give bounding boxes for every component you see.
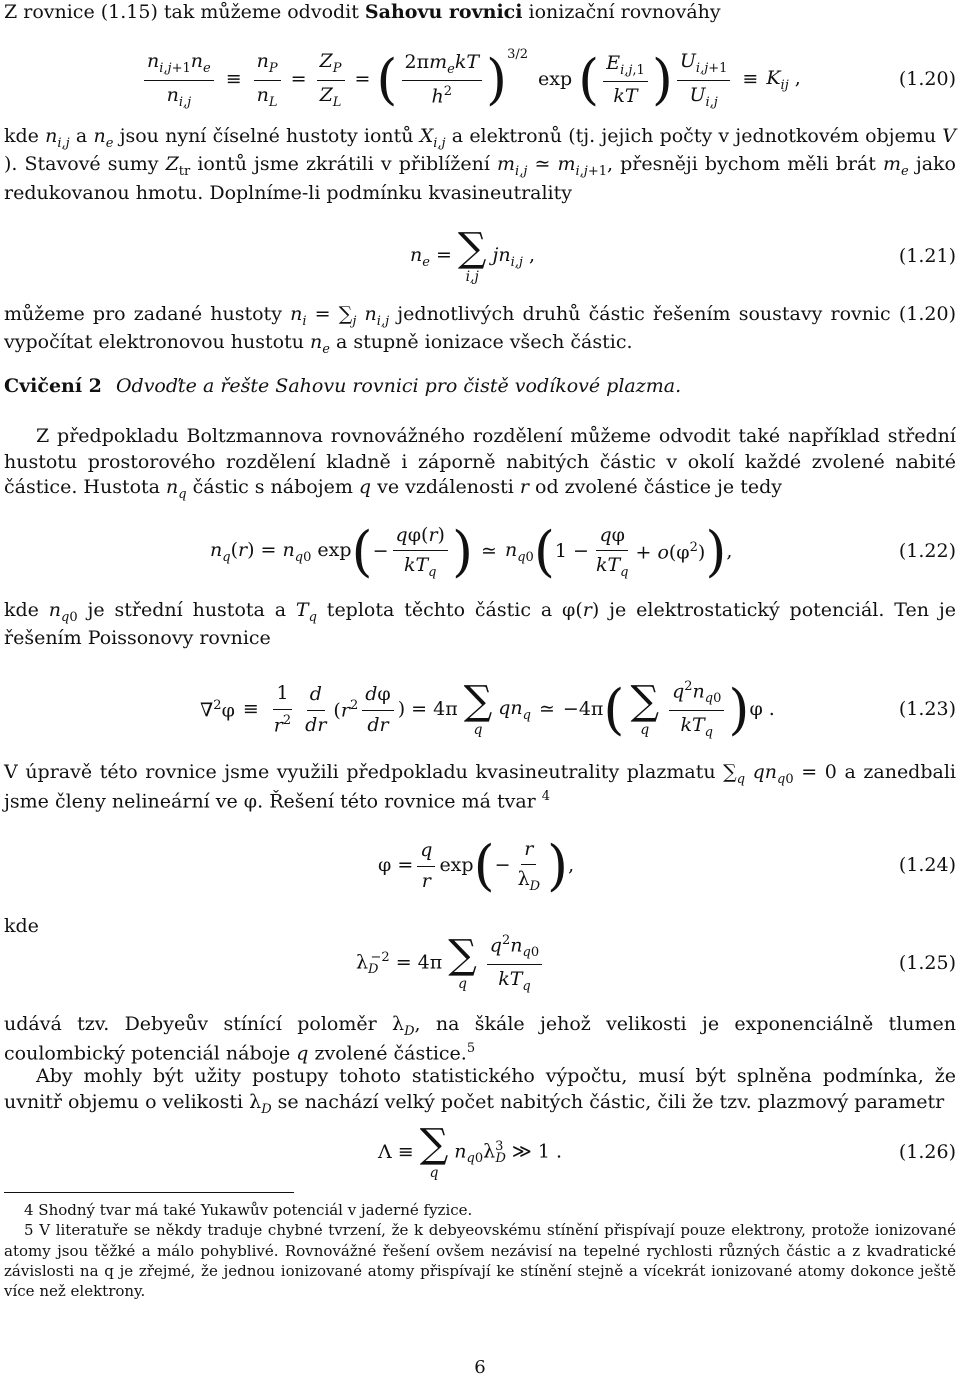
equation-1-22: $n_q(r) = n_{q0}$ exp ( − $\frac{q\varphi(r)}{kT_q}$ ) ≃ $n_{q0}$ ( 1 − $\frac{q\varphi}{kT_q}$ + $o(\varphi^2)$ ) , (1.22) [210,520,956,583]
word-kde: kde [4,915,39,937]
paragraph-saha-explanation: kde $n_{i,j}$ a $n_e$ jsou nyní číselné hustoty iontů $X_{i,j}$ a elektronů (tj. jejich počty v jednotkovém objemu V ). Stavové sumy $Z_{tr}$ iontů jsme zkrátili v přiblížení $m_{i,j}$ ≃ $m_{i,j+1}$, přesněji bychom měli brát $m_e$ jako redukovanou hmotu. Doplníme-li podmínku kvasineutrality [4,125,956,204]
paragraph-intro: Z rovnice (1.15) tak můžeme odvodit Sahovu rovnici ionizační rovnováhy [4,1,721,23]
paragraph-debye: udává tzv. Debyeův stínící poloměr $\lambda_D$, na škále jehož velikosti je exponenciálně tlumen coulombický potenciál náboje q zvolené částice.$^5$ [4,1013,956,1065]
equation-1-21: $n_e$ = ∑ i,j $jn_{i,j}$ , (1.21) [410,224,956,285]
equation-1-26: Λ ≡ ∑ q $n_{q0}\lambda^3_D$ ≫ 1 . (1.26) [378,1120,956,1181]
footnote-4: 4 Shodný tvar má také Yukawův potenciál v jaderné fyzice. [24,1201,473,1219]
equation-1-24: φ = $\frac{q}{r}$ exp ( − $\frac{r}{\lambda_D}$ ) , (1.24) [378,834,956,897]
equation-number: (1.20) [898,68,956,91]
paragraph-potential: kde $n_{q0}$ je střední hustota a $T_q$ teplota těchto částic a φ(r) je elektrostatický potenciál. Ten je řešením Poissonovy rovnice [4,599,956,650]
footnotes [4,1200,956,1301]
paragraph-densities: můžeme pro zadané hustoty $n_i = \sum_j$ $n_{i,j}$ jednotlivých druhů částic řešením soustavy rovnic (1.20) vypočítat elektronovou hustotu $n_e$ a stupně ionizace všech částic. [4,303,956,358]
equation-number: (1.21) [898,245,956,268]
exercise [4,374,956,400]
paragraph-quasineutrality: V úpravě této rovnice jsme využili předpokladu kvasineutrality plazmatu $\sum_q$ $qn_{q0} = 0$ a zanedbali jsme členy nelineární ve φ. Řešení této rovnice má tvar $^4$ [4,761,956,813]
footnote-rule [4,1192,294,1193]
equation-number: (1.23) [898,698,956,721]
footnote-5: 5 V literatuře se někdy traduje chybné tvrzení, že k debyeovskému stínění přispívají pouze elektrony, protože ionizované atomy jsou těžké a málo pohyblivé. Rovnovážné řešení ovšem nezávisí na tepelné rychlosti různých částic a z kvadratické závislosti na q je zřejmé, že jednou ionizované atomy přispívají ke stínění stejně a vícekrát ionizované atomy dokonce ještě více než elektrony. [4,1221,956,1300]
paragraph-boltzmann: Z předpokladu Boltzmannova rovnovážného rozdělení můžeme odvodit také například střední hustotu prostorového rozdělení kladně i záporně nabitých částic v okolí každé zvolené nabité částice. Hustota $n_q$ částic s nábojem q ve vzdálenosti r od zvolené částice je tedy [4,425,956,503]
equation-number: (1.26) [898,1141,956,1164]
equation-number: (1.25) [898,952,956,975]
exercise-text: Odvoďte a řešte Sahovu rovnici pro čistě vodíkové plazma. [115,375,682,397]
equation-1-20: $\frac{n_{i,j+1}n_e}{n_{i,j}}$ ≡ $\frac{n_P}{n_L}$ = $\frac{Z_P}{Z_L}$ = ( $\frac{2\pi m_ekT}{h^2}$ ) $^{3/2}$ exp ( $\frac{E_{i,j,1}}{kT}$ ) $\frac{U_{i,j+1}}{U_{i,j}}$ ≡ $K_{ij}$ , (1.20) [0,40,960,120]
equation-number: (1.24) [898,854,956,877]
equation-number: (1.22) [898,540,956,563]
equation-1-23: ∇$^2$φ ≡ $\frac{1}{r^2}$ $\frac{d}{dr}$ ($r^2$ $\frac{d\varphi}{dr}$ ) = 4π ∑ q $qn_q$ ≃ −4π ( ∑ q $\frac{q^2n_{q0}}{kT_q}$ ) φ . (1.23) [200,677,956,741]
equation-1-25: $\lambda_D^{-2} = 4\pi$ ∑ q $\frac{q^2n_{q0}}{kT_q}$ (1.25) [356,931,956,994]
page-number: 6 [474,1357,486,1378]
paragraph-plasma-parameter: Aby mohly být užity postupy tohoto statistického výpočtu, musí být splněna podmínka, že uvnitř objemu o velikosti $\lambda_D$ se nachází velký počet nabitých částic, čili že tzv. plazmový parametr [4,1065,956,1117]
exercise-label: Cvičení 2 [4,375,102,397]
